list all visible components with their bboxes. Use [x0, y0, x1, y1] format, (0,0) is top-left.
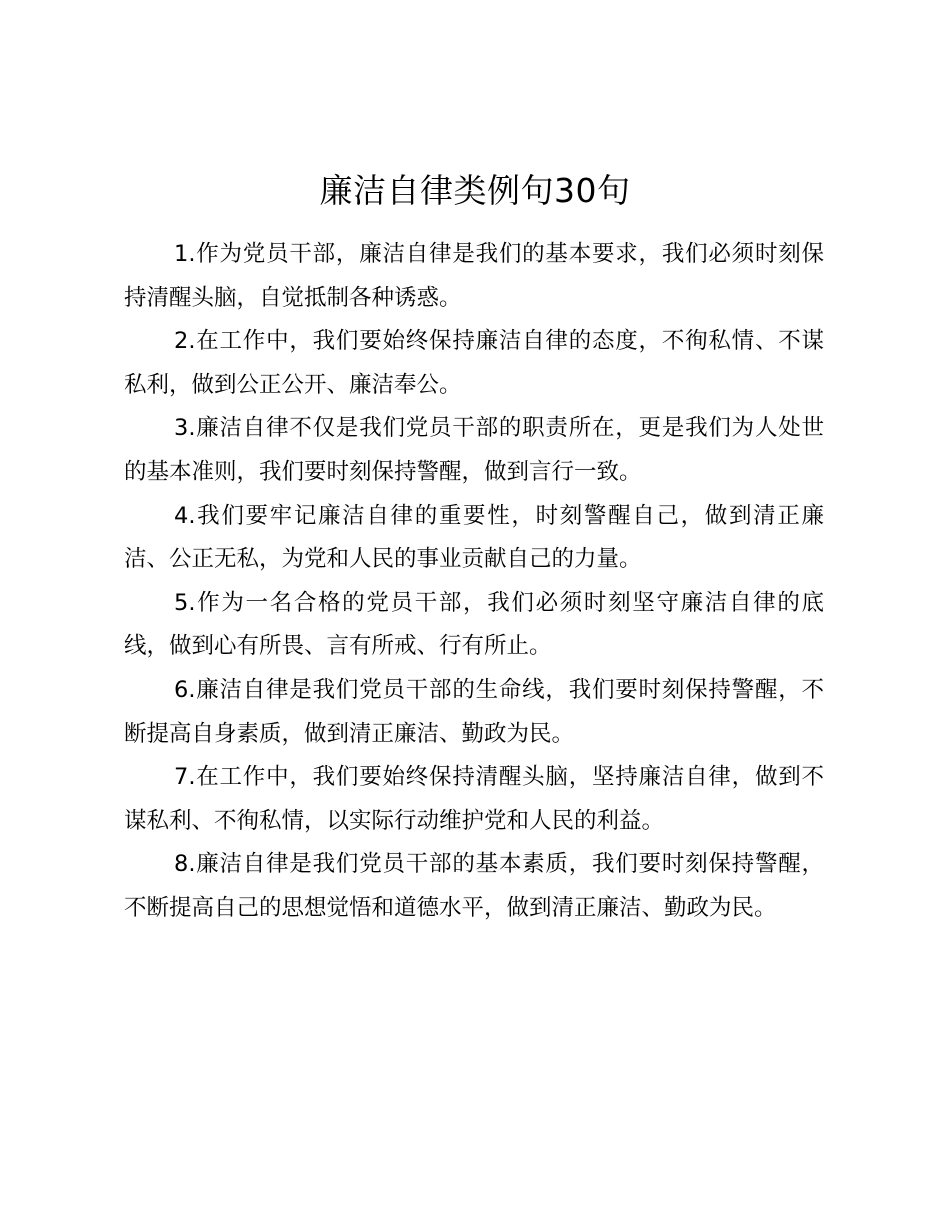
paragraph-4: 4.我们要牢记廉洁自律的重要性，时刻警醒自己，做到清正廉洁、公正无私，为党和人民的事业贡献自己的力量。 — [124, 502, 824, 573]
paragraph-1: 1.作为党员干部，廉洁自律是我们的基本要求，我们必须时刻保持清醒头脑，自觉抵制各种诱惑。 — [124, 241, 824, 311]
paragraph-3: 3.廉洁自律不仅是我们党员干部的职责所在，更是我们为人处世的基本准则，我们要时刻保持警醒，做到言行一致。 — [124, 415, 824, 485]
paragraph-8: 8.廉洁自律是我们党员干部的基本素质，我们要时刻保持警醒，不断提高自己的思想觉悟和道德水平，做到清正廉洁、勤政为民。 — [124, 851, 824, 921]
document-title: 廉洁自律类例句30句 — [319, 171, 631, 210]
paragraph-7: 7.在工作中，我们要始终保持清醒头脑，坚持廉洁自律，做到不谋私利、不徇私情，以实际行动维护党和人民的利益。 — [124, 764, 824, 834]
paragraph-6: 6.廉洁自律是我们党员干部的生命线，我们要时刻保持警醒，不断提高自身素质，做到清正廉洁、勤政为民。 — [124, 676, 824, 747]
paragraph-2: 2.在工作中，我们要始终保持廉洁自律的态度，不徇私情、不谋私利，做到公正公开、廉洁奉公。 — [124, 328, 824, 398]
paragraph-5: 5.作为一名合格的党员干部，我们必须时刻坚守廉洁自律的底线，做到心有所畏、言有所戒、行有所止。 — [124, 589, 824, 660]
document-body — [124, 233, 824, 931]
